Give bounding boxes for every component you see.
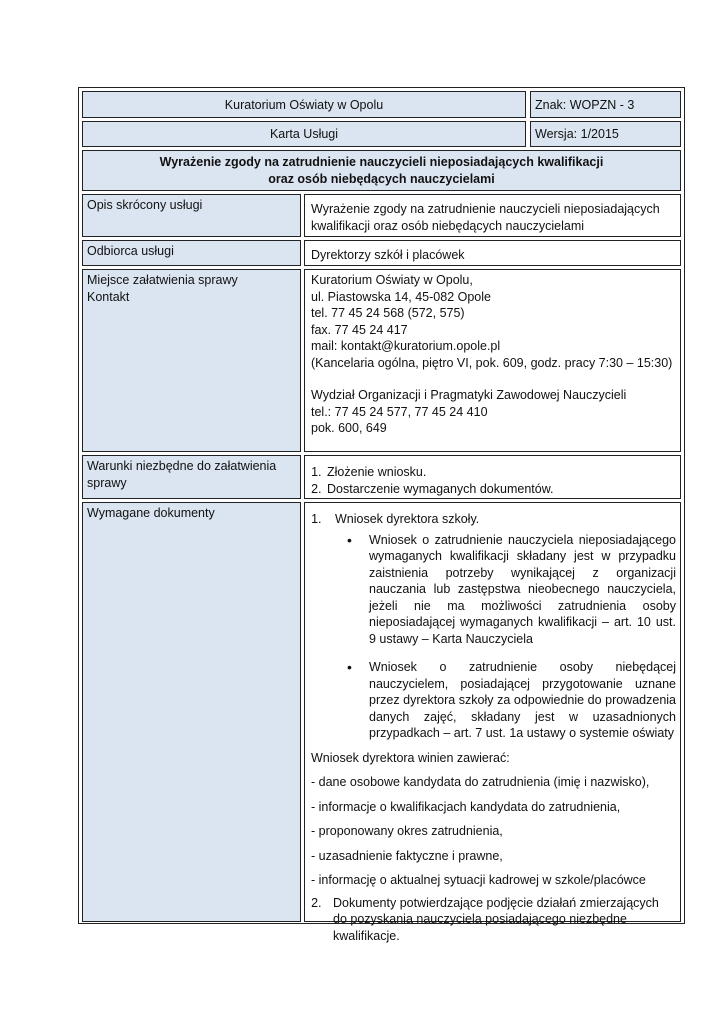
dokumenty-intro: Wniosek dyrektora winien zawierać: [311,750,510,765]
dokumenty-requirement: - uzasadnienie faktyczne i prawne, [311,848,503,863]
version-cell [530,121,681,147]
dokumenty-item-1 [325,511,676,528]
warunki-item: 1. Złożenie wniosku. [325,464,674,481]
dokumenty-requirement: - proponowany okres zatrudnienia, [311,824,503,838]
dokumenty-requirement: - informacje o kwalifikacjach kandydata do zatrudnienia, [311,799,621,814]
contact-office-hours: (Kancelaria ogólna, piętro VI, pok. 609, godz. pracy 7:30 – 15:30) [311,355,673,370]
contact-institution: Kuratorium Oświaty w Opolu, [311,273,473,287]
opis-label: Opis skrócony usługi [87,198,203,212]
warunki-label: Warunki niezbędne do załatwienia sprawy [87,459,277,490]
odbiorca-value-cell [304,240,681,266]
contact-email: mail: kontakt@kuratorium.opole.pl [311,339,501,353]
warunki-item: 2. Dostarczenie wymaganych dokumentów. [325,481,674,498]
card-label: Karta Usługi [269,127,339,141]
dokumenty-item-2: 2. Dokumenty potwierdzające podjęcie działań zmierzających do pozyskania nauczyciela posiadającego niezbędne kwalifikacje. [325,895,676,945]
dokumenty-list-1 [305,511,676,528]
code-cell [530,91,681,118]
service-title-cell [82,150,681,191]
card-cell [82,121,526,147]
miejsce-value-cell [304,269,681,452]
opis-line1: Wyrażenie zgody na zatrudnienie nauczycieli nieposiadających [311,202,660,216]
dokumenty-requirement: - informację o aktualnej sytuacji kadrowej w szkole/placówce [311,873,646,887]
warunki-list [305,464,674,497]
contact-phone: tel. 77 45 24 568 (572, 575) [311,306,465,320]
opis-label-cell [82,194,301,237]
document-code: Znak: WOPZN - 3 [535,97,635,112]
institution-name: Kuratorium Oświaty w Opolu [224,97,384,112]
warunki-value-cell [304,455,681,499]
contact-fax: fax. 77 45 24 417 [311,322,408,337]
institution-cell [82,91,526,118]
contact-department-rooms: pok. 600, 649 [311,421,387,435]
opis-line2: kwalifikacji oraz osób niebędących nauczycielami [311,218,585,233]
dokumenty-value-cell [304,502,681,943]
odbiorca-label: Odbiorca usługi [87,244,174,258]
contact-address: ul. Piastowska 14, 45-082 Opole [311,289,491,304]
warunki-label-cell [82,455,301,499]
dokumenty-bullet: • Wniosek o zatrudnienie nauczyciela nieposiadającego wymaganych kwalifikacji składany jest w przypadku zaistnienia potrzeby wynikającej z organizacji nauczania lub zastępstwa nieobecnego nauczyciela, jeżeli nie ma możliwości zatrudnienia osoby nieposiadającej wymaganych kwalifikacji – art. 10 ust. 9 ustawy – Karta Nauczyciela [369,532,676,648]
dokumenty-bullets [305,532,676,742]
service-title-line1: Wyrażenie zgody na zatrudnienie nauczycieli nieposiadających kwalifikacji [159,154,604,169]
opis-value-cell [304,194,681,237]
dokumenty-list-2 [305,895,676,945]
kontakt-label: Kontakt [87,289,130,304]
contact-department-phone: tel.: 77 45 24 577, 77 45 24 410 [311,404,488,419]
contact-department: Wydział Organizacji i Pragmatyki Zawodowej Nauczycieli [311,388,627,402]
dokumenty-requirement: - dane osobowe kandydata do zatrudnienia (imię i nazwisko), [311,775,650,789]
miejsce-label-cell [82,269,301,452]
document-version: Wersja: 1/2015 [535,127,619,141]
dokumenty-item-1-text: Wniosek dyrektora szkoły. [335,512,480,526]
dokumenty-label: Wymagane dokumenty [87,506,215,520]
service-title-line2: oraz osób niebędących nauczycielami [268,171,495,186]
odbiorca-label-cell [82,240,301,266]
dokumenty-bullet: • Wniosek o zatrudnienie osoby niebędącej nauczycielem, posiadającej przygotowanie uznane przez dyrektora szkoły za odpowiednie do prowadzenia danych zajęć, składany jest w uzasadnionych przypadkach – art. 7 ust. 1a ustawy o systemie oświaty [369,659,676,742]
dokumenty-label-cell [82,502,301,922]
odbiorca-value: Dyrektorzy szkół i placówek [311,248,465,262]
miejsce-label: Miejsce załatwienia sprawy [87,273,238,287]
